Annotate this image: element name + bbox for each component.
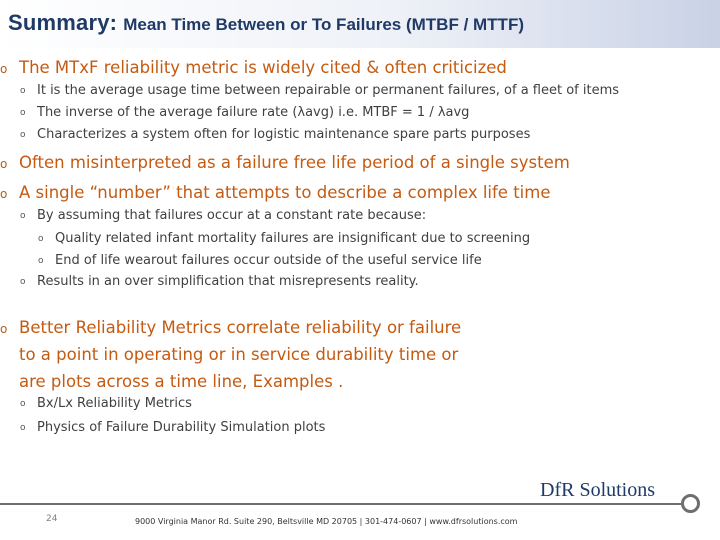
bullet-text: The inverse of the average failure rate (λavg) i.e. MTBF = 1 / λavg bbox=[37, 105, 470, 120]
bullet-text: End of life wearout failures occur outside of the useful service life bbox=[55, 253, 482, 268]
slide-header bbox=[0, 0, 720, 48]
bullet-marker: o bbox=[0, 157, 8, 171]
bullet-item bbox=[20, 396, 192, 411]
bullet-continuation: are plots across a time line, Examples . bbox=[19, 372, 344, 391]
bullet-item bbox=[20, 420, 325, 435]
bullet-marker: o bbox=[0, 187, 8, 201]
bullet-item bbox=[0, 58, 507, 77]
bullet-item bbox=[0, 153, 570, 172]
bullet-text: By assuming that failures occur at a constant rate because: bbox=[37, 208, 427, 223]
bullet-text: The MTxF reliability metric is widely cited & often criticized bbox=[19, 58, 507, 77]
bullet-text: Results in an over simplification that misrepresents reality. bbox=[37, 274, 419, 289]
bullet-item bbox=[38, 231, 530, 246]
page-number: 24 bbox=[46, 514, 58, 524]
bullet-item bbox=[20, 83, 619, 98]
bullet-item bbox=[20, 105, 469, 120]
bullet-marker: o bbox=[38, 234, 44, 244]
bullet-text: Physics of Failure Durability Simulation plots bbox=[37, 420, 326, 435]
title-subtitle: Mean Time Between or To Failures (MTBF / MTTF) bbox=[123, 15, 524, 34]
bullet-continuation: to a point in operating or in service durability time or bbox=[19, 345, 459, 364]
bullet-item bbox=[0, 318, 461, 337]
bullet-marker: o bbox=[0, 62, 8, 76]
footer-rule bbox=[0, 503, 686, 505]
bullet-item bbox=[38, 253, 482, 268]
footer-circle-ornament bbox=[681, 494, 700, 513]
bullet-marker: o bbox=[20, 108, 26, 118]
footer-address: 9000 Virginia Manor Rd. Suite 290, Beltsville MD 20705 | 301-474-0607 | www.dfrsolutions.com bbox=[135, 517, 518, 526]
bullet-text: Characterizes a system often for logistic maintenance spare parts purposes bbox=[37, 127, 531, 142]
bullet-item bbox=[0, 183, 550, 202]
bullet-text: A single “number” that attempts to describe a complex life time bbox=[19, 183, 551, 202]
bullet-text: Quality related infant mortality failures are insignificant due to screening bbox=[55, 231, 531, 246]
bullet-text: Often misinterpreted as a failure free life period of a single system bbox=[19, 153, 570, 172]
bullet-marker: o bbox=[20, 423, 26, 433]
slide-title bbox=[8, 10, 524, 36]
bullet-marker: o bbox=[20, 277, 26, 287]
bullet-text: Bx/Lx Reliability Metrics bbox=[37, 396, 192, 411]
bullet-text: It is the average usage time between repairable or permanent failures, of a fleet of items bbox=[37, 83, 620, 98]
bullet-marker: o bbox=[20, 399, 26, 409]
bullet-item bbox=[20, 208, 426, 223]
bullet-marker: o bbox=[38, 256, 44, 266]
bullet-item bbox=[20, 127, 530, 142]
bullet-marker: o bbox=[20, 86, 26, 96]
company-logo: DfR Solutions bbox=[540, 479, 656, 501]
bullet-item bbox=[20, 274, 419, 289]
bullet-marker: o bbox=[20, 130, 26, 140]
title-main: Summary: bbox=[8, 10, 118, 35]
bullet-marker: o bbox=[20, 211, 26, 221]
bullet-marker: o bbox=[0, 322, 8, 336]
bullet-text: Better Reliability Metrics correlate reliability or failure bbox=[19, 318, 462, 337]
